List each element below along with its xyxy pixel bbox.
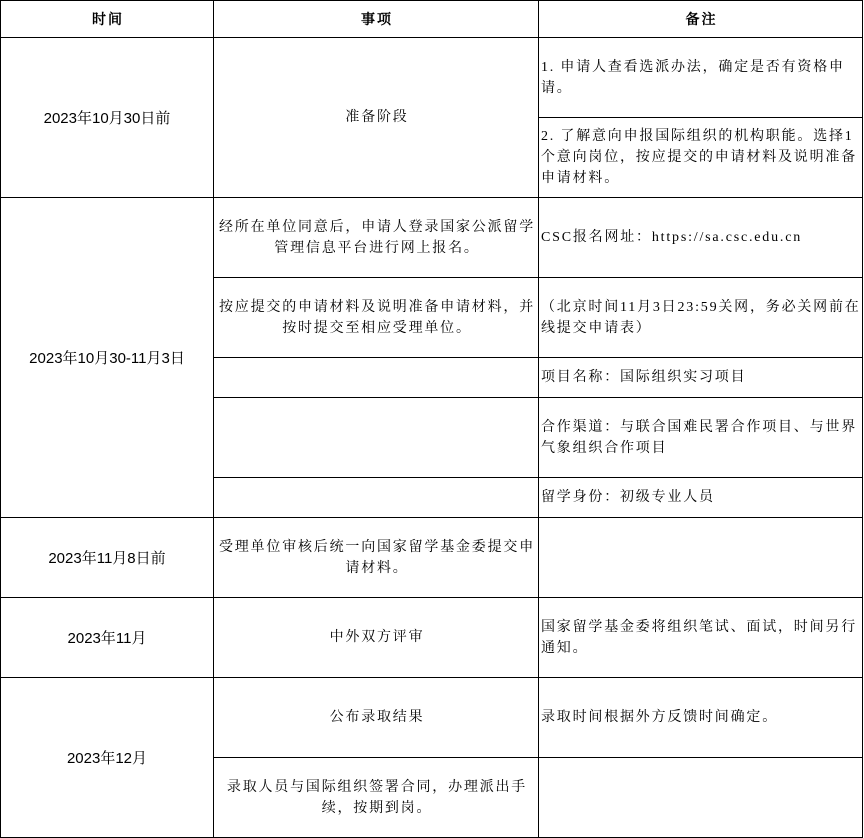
note-line: 留学身份：初级专业人员 — [541, 490, 715, 505]
note-line: 个意向岗位，按应提交的申请材料及说明准备 — [541, 150, 857, 165]
matter-line: 按时提交至相应受理单位。 — [282, 320, 472, 336]
matter-cell — [214, 598, 539, 678]
matter-line: 请材料。 — [345, 560, 409, 576]
note-cell — [539, 118, 863, 198]
header-note-label: 备注 — [685, 13, 718, 28]
note-line: CSC报名网址：https://sa.csc.edu.cn — [541, 230, 803, 245]
time-cell — [1, 198, 214, 518]
matter-line: 经所在单位同意后，申请人登录国家公派留学 — [219, 219, 535, 235]
note-line: 录取时间根据外方反馈时间确定。 — [541, 710, 778, 725]
matter-cell — [214, 198, 539, 278]
note-cell-empty — [539, 518, 863, 598]
header-matter-cell — [214, 1, 539, 38]
note-cell — [539, 358, 863, 398]
matter-cell — [214, 678, 539, 758]
matter-line: 受理单位审核后统一向国家留学基金委提交申 — [219, 539, 535, 555]
time-cell — [1, 598, 214, 678]
time-cell — [1, 678, 214, 838]
matter-line: 准备阶段 — [345, 110, 409, 125]
time-label: 2023年11月 — [67, 630, 147, 647]
matter-line: 公布录取结果 — [329, 710, 425, 725]
header-note-cell — [539, 1, 863, 38]
header-matter-label: 事项 — [361, 13, 393, 28]
matter-cell — [214, 518, 539, 598]
header-time-cell — [1, 1, 214, 38]
note-line: 2. 了解意向申报国际组织的机构职能。选择1 — [541, 129, 854, 144]
note-line: 通知。 — [541, 640, 589, 656]
time-label: 2023年11月8日前 — [48, 550, 166, 567]
note-cell — [539, 478, 863, 518]
note-line: 项目名称：国际组织实习项目 — [541, 370, 747, 385]
note-line: 线提交申请表） — [541, 320, 652, 336]
note-cell — [539, 278, 863, 358]
matter-line: 管理信息平台进行网上报名。 — [274, 240, 480, 256]
matter-cell — [214, 38, 539, 198]
note-line: 合作渠道：与联合国难民署合作项目、与世界 — [541, 419, 857, 435]
note-line: 1. 申请人查看选派办法，确定是否有资格申 — [541, 59, 845, 75]
note-line: 请。 — [541, 80, 573, 96]
note-line: 国家留学基金委将组织笔试、面试，时间另行 — [541, 619, 857, 635]
matter-cell — [214, 758, 539, 838]
matter-line: 中外双方评审 — [329, 630, 425, 645]
note-line: 气象组织合作项目 — [541, 440, 668, 456]
note-line: （北京时间11月3日23:59关网，务必关网前在 — [541, 299, 861, 315]
time-cell — [1, 38, 214, 198]
note-cell — [539, 398, 863, 478]
matter-line: 按应提交的申请材料及说明准备申请材料，并 — [219, 299, 535, 315]
note-cell — [539, 598, 863, 678]
time-label: 2023年10月30日前 — [43, 110, 171, 127]
note-cell — [539, 38, 863, 118]
note-cell — [539, 198, 863, 278]
time-label: 2023年10月30-11月3日 — [29, 350, 185, 367]
note-cell-empty — [539, 758, 863, 838]
matter-cell-empty — [214, 478, 539, 518]
matter-line: 录取人员与国际组织签署合同，办理派出手 — [226, 779, 528, 795]
matter-cell — [214, 278, 539, 358]
matter-line: 续，按期到岗。 — [321, 800, 433, 816]
note-line: 申请材料。 — [541, 171, 620, 186]
matter-cell-empty — [214, 358, 539, 398]
note-cell — [539, 678, 863, 758]
time-cell — [1, 518, 214, 598]
time-label: 2023年12月 — [66, 750, 148, 767]
header-time-label: 时间 — [92, 13, 124, 28]
matter-cell-empty — [214, 398, 539, 478]
